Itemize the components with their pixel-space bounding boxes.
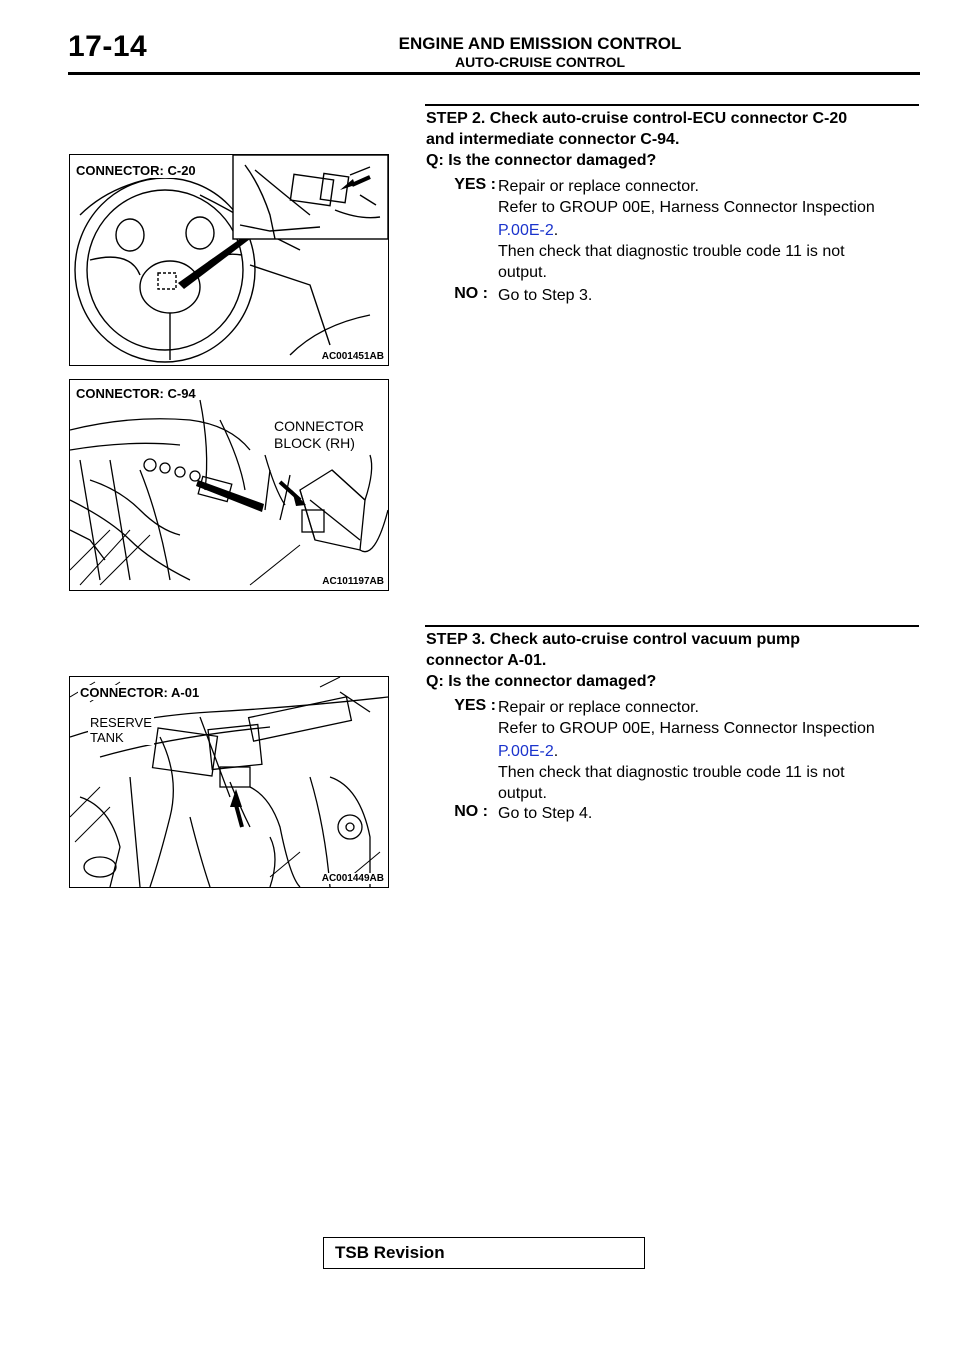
yes-followup: Then check that diagnostic trouble code 11 is not [498, 764, 845, 781]
figure-label: CONNECTOR: C-94 [76, 386, 196, 401]
figure-connector-c94 [69, 379, 389, 591]
yes-reference: Refer to GROUP 00E, Harness Connector Inspection [498, 720, 875, 737]
yes-followup: Then check that diagnostic trouble code 11 is not [498, 243, 845, 260]
no-label: NO : [454, 803, 488, 820]
figure-label: CONNECTOR: A-01 [80, 685, 200, 700]
figure-note: RESERVE TANK [90, 715, 152, 745]
yes-followup-cont: output. [498, 264, 547, 281]
tsb-revision-box [323, 1237, 645, 1269]
page-number: 17-14 [68, 30, 148, 63]
figure-label: CONNECTOR: C-20 [76, 163, 196, 178]
yes-reference: Refer to GROUP 00E, Harness Connector Inspection [498, 199, 875, 216]
figure-code: AC101197AB [322, 576, 384, 587]
yes-action: Repair or replace connector. [498, 178, 699, 195]
header-rule [68, 72, 920, 75]
no-label: NO : [454, 285, 488, 302]
vacuum-pump-illustration [70, 677, 388, 887]
tsb-revision-label: TSB Revision [335, 1243, 445, 1262]
figure-connector-a01 [69, 676, 389, 888]
step-rule [425, 104, 919, 106]
figure-code: AC001449AB [321, 873, 384, 884]
step-title: STEP 3. Check auto-cruise control vacuum pump connector A-01. [426, 631, 801, 669]
yes-link-line: P.00E-2. [498, 743, 559, 760]
figure-code: AC001451AB [321, 351, 384, 362]
step-rule [425, 625, 919, 627]
yes-link-line: P.00E-2. [498, 222, 559, 239]
step-title: STEP 2. Check auto-cruise control-ECU connector C-20 and intermediate connector C-94. [426, 110, 848, 148]
question: Q: Is the connector damaged? [426, 152, 657, 169]
subsection-title: AUTO-CRUISE CONTROL [454, 54, 626, 70]
yes-label: YES : [454, 176, 496, 193]
connector-block-illustration [70, 380, 388, 590]
question: Q: Is the connector damaged? [426, 673, 657, 690]
figure-connector-c20 [69, 154, 389, 366]
reference-link[interactable]: P.00E-2 [498, 743, 554, 760]
yes-label: YES : [454, 697, 496, 714]
figure-note: CONNECTOR BLOCK (RH) [274, 418, 364, 451]
section-title: ENGINE AND EMISSION CONTROL [398, 34, 682, 53]
reference-link[interactable]: P.00E-2 [498, 222, 554, 239]
no-action: Go to Step 4. [498, 805, 593, 822]
yes-action: Repair or replace connector. [498, 699, 699, 716]
steering-wheel-illustration [70, 155, 388, 365]
no-action: Go to Step 3. [498, 287, 593, 304]
yes-followup-cont: output. [498, 785, 547, 802]
